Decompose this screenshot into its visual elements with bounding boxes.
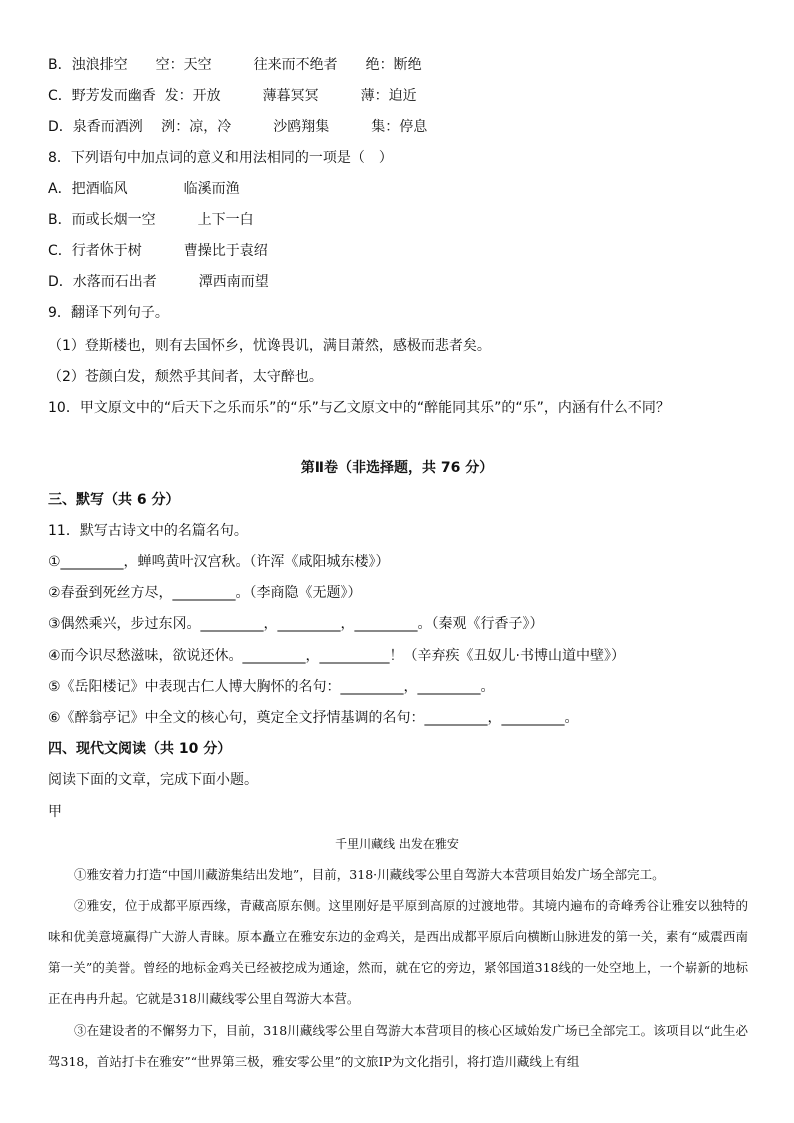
q7-option-c: C．野芳发而幽香 发：开放 薄暮冥冥 薄：迫近	[48, 88, 417, 104]
q8-stem: 8．下列语句中加点词的意义和用法相同的一项是（ ）	[48, 150, 393, 166]
volume-title: 第Ⅱ卷（非选择题，共 76 分）	[300, 460, 494, 476]
recitation-item-6: ⑥《醉翁亭记》中全文的核心句，奠定全文抒情基调的名句：_________，_________。	[48, 710, 579, 726]
passage-label: 甲	[48, 804, 62, 820]
article-paragraph-2: ②雅安，位于成都平原西缘，青藏高原东侧。这里刚好是平原到高原的过渡地带。其境内遍布的奇峰秀谷让雅安以独特的味和优美意境赢得广大游人青睐。原本矗立在雅安东边的金鸡关，是西出成都平原后向横断山脉进发的第一关，素有“威震西南第一关”的美誉。曾经的地标金鸡关已经被挖成为通途，然而，就在它的旁边，紧邻国道318线的一处空地上，一个崭新的地标正在冉冉升起。它就是318川藏线零公里自驾游大本营。	[48, 898, 748, 1006]
q9-stem: 9．翻译下列句子。	[48, 305, 169, 321]
section4-heading: 四、现代文阅读（共 10 分）	[48, 741, 232, 757]
q8-option-d: D．水落而石出者 潭西南而望	[48, 274, 269, 290]
q9-sentence-2: （2）苍颜白发，颓然乎其间者，太守醉也。	[48, 369, 323, 385]
article-title: 千里川藏线 出发在雅安	[335, 837, 459, 851]
q7-option-b: B．浊浪排空 空：天空 往来而不绝者 绝：断绝	[48, 57, 422, 73]
q8-option-a: A．把酒临风 临溪而渔	[48, 181, 240, 197]
recitation-item-3: ③偶然乘兴，步过东冈。_________，_________，_________。（秦观《行香子》）	[48, 616, 544, 632]
q9-sentence-1: （1）登斯楼也，则有去国怀乡，忧谗畏讥，满目萧然，感极而悲者矣。	[48, 338, 491, 354]
recitation-item-4: ④而今识尽愁滋味，欲说还休。_________，__________！（辛弃疾《丑奴儿·书博山道中壁》）	[48, 648, 625, 664]
reading-instruction: 阅读下面的文章，完成下面小题。	[48, 772, 258, 788]
q8-option-b: B．而或长烟一空 上下一白	[48, 212, 254, 228]
q11-stem: 11．默写古诗文中的名篇名句。	[48, 523, 248, 539]
section3-heading: 三、默写（共 6 分）	[48, 492, 180, 508]
recitation-item-2: ②春蚕到死丝方尽，_________。（李商隐《无题》）	[48, 585, 362, 601]
q7-option-d: D．泉香而酒洌 洌：凉，冷 沙鸥翔集 集：停息	[48, 119, 428, 135]
article-paragraph-3: ③在建设者的不懈努力下，目前，318川藏线零公里自驾游大本营项目的核心区域始发广场已全部完工。该项目以“此生必驾318，首站打卡在雅安”“世界第三极，雅安零公里”的文旅IP为文化指引，将打造川藏线上有组	[48, 1023, 748, 1069]
q8-option-c: C．行者休于树 曹操比于袁绍	[48, 243, 268, 259]
recitation-item-5: ⑤《岳阳楼记》中表现古仁人博大胸怀的名句：_________，_________。	[48, 679, 495, 695]
article-paragraph-1: ①雅安着力打造“中国川藏游集结出发地”，目前，318·川藏线零公里自驾游大本营项目始发广场全部完工。	[74, 867, 665, 882]
q10-stem: 10．甲文原文中的“后天下之乐而乐”的“乐”与乙文原文中的“醉能同其乐”的“乐”，内涵有什么不同？	[48, 400, 670, 416]
recitation-item-1: ①_________，蝉鸣黄叶汉宫秋。（许浑《咸阳城东楼》）	[48, 554, 390, 570]
